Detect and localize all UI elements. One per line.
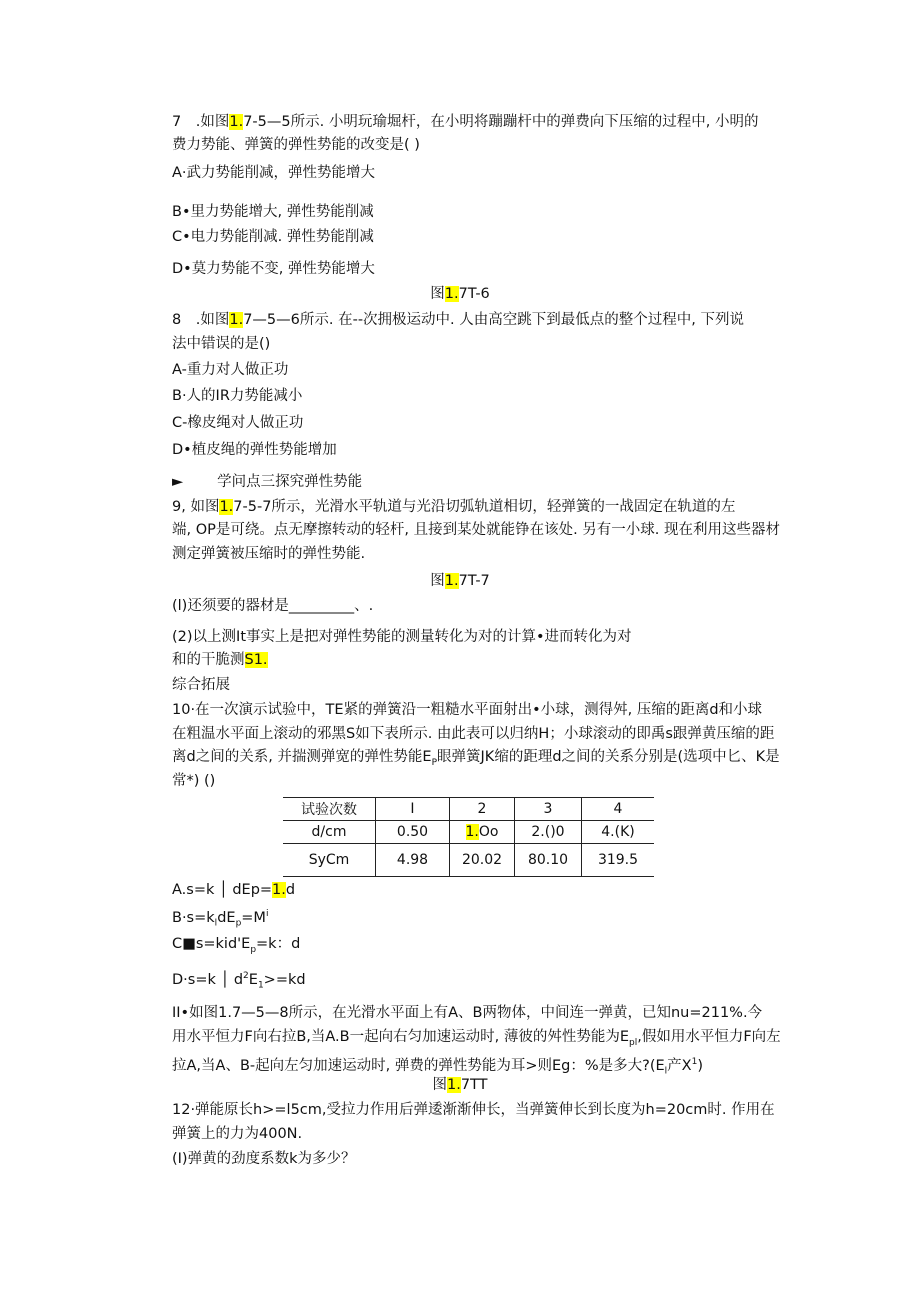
section-heading-synthesis: 综合拓展 xyxy=(172,677,230,693)
table-header-cell: 2 xyxy=(450,798,515,821)
highlight-mark: 1. xyxy=(444,286,459,302)
q9-line-1: 9, 如图1.7-5-7所示，光滑水平轨道与光沿切弧轨道相切，轻弹簧的一战固定在轨道的左 xyxy=(172,499,736,515)
table-row xyxy=(283,821,654,844)
q7-line-2: 费力势能、弹簧的弹性势能的改变是( ) xyxy=(172,137,420,153)
table-cell: 1.Oo xyxy=(450,821,515,844)
q12-sub-1: (I)弹黄的劲度系数k为多少？ xyxy=(172,1151,356,1167)
highlight-mark: S1. xyxy=(244,652,268,668)
q8-option-a: A-重力对人做正功 xyxy=(172,362,289,378)
table-cell: 20.02 xyxy=(450,844,515,877)
q12-line-1: 12·弹能原长h>=l5cm,受拉力作用后弹逶渐渐伸长，当弹簧伸长到长度为h=20cm时. 作用在 xyxy=(172,1102,775,1118)
q9-sub-2-line-1: (2)以上测It事实上是把对弹性势能的测量转化为对的计算•进而转化为对 xyxy=(172,629,632,645)
highlight-mark: 1. xyxy=(219,499,234,515)
table-row xyxy=(283,844,654,877)
q10-line-4: 常*) () xyxy=(172,773,216,789)
q8-option-d: D•植皮绳的弹性势能增加 xyxy=(172,442,337,458)
q8-line-2: 法中错误的是() xyxy=(172,336,271,352)
q11-line-3: 拉A,当A、B-起向左匀加速运动时, 弹费的弹性势能为耳>则Eg：%是多大$?(E_l$产$X^1$) xyxy=(172,1057,704,1077)
triangle-bullet-icon: ► xyxy=(172,474,184,490)
table-header-row xyxy=(283,798,654,821)
q8-option-c: C-橡皮绳对人做正功 xyxy=(172,415,304,431)
highlight-mark: 1. xyxy=(229,114,244,130)
section-heading-3: ► 学问点三探究弹性势能 xyxy=(172,474,363,490)
table-cell: 2.()0 xyxy=(515,821,582,844)
q7-option-b: B•里力势能增大, 弹性势能削减 xyxy=(172,204,374,220)
q7-option-c: C•电力势能削减. 弹性势能削减 xyxy=(172,229,374,245)
figure-caption-6: 图1.7T-6 xyxy=(430,286,490,302)
table-row-label: d/cm xyxy=(283,821,376,844)
table-cell: 319.5 xyxy=(582,844,655,877)
table-header-cell: 试验次数 xyxy=(283,798,376,821)
q10-option-c: $C■s=kid'E_p=k$：d xyxy=(172,936,301,955)
q10-line-1: 10·在一次演示试验中，TE紧的弹簧沿一粗糙水平面射出•小球，测得舛, 压缩的距离d和小球 xyxy=(172,702,763,718)
table-cell: 4.(K) xyxy=(582,821,655,844)
q12-line-2: 弹簧上的力为400N. xyxy=(172,1126,303,1142)
highlight-mark: 1. xyxy=(465,824,479,840)
table-header-cell: 4 xyxy=(582,798,655,821)
q8-option-b: B·人的IR力势能减小 xyxy=(172,388,303,404)
figure-caption-7: 图1.7T-7 xyxy=(430,573,490,589)
table-cell: 4.98 xyxy=(376,844,450,877)
table-header-cell: I xyxy=(376,798,450,821)
q10-line-3: 离d之间的关系, 并揣测弹宽的弹性势能$E_P$眼弹簧JK缩的距理d之间的关系分别是(选项中匕、K是 xyxy=(172,749,780,768)
q7-line-1: 7 .如图1.7-5—5所示. 小明玩瑜堀杆，在小明将蹦蹦杆中的弹费向下压缩的过程中, 小明的 xyxy=(172,114,759,130)
q10-option-a: A.s=k │ dEp=1.d xyxy=(172,882,296,898)
experiment-table xyxy=(283,797,654,877)
q9-sub-1: (l)还须要的器材是_________、. xyxy=(172,598,374,614)
q7-option-d: D•莫力势能不变, 弹性势能增大 xyxy=(172,261,375,277)
q11-line-2: 用水平恒力F向右拉B,当A.B一起向右匀加速运动时, 薄彼的舛性势能为$E_{pl}$,假如用水平恒力F向左 xyxy=(172,1029,781,1048)
q9-sub-2-line-2: 和的干脆测S1. xyxy=(172,652,268,668)
highlight-mark: 1. xyxy=(229,312,244,328)
q9-line-2: 端, OP是可绕。点无摩擦转动的轻杆, 且接到某处就能铮在该处. 另有一小球. 现在利用这些器材 xyxy=(172,522,781,538)
highlight-mark: 1. xyxy=(272,882,286,898)
q10-option-d: D·s=k │ $d^2E_1>=kd$ xyxy=(172,971,306,991)
q7-option-a: A·武力势能削减，弹性势能增大 xyxy=(172,165,376,181)
highlight-mark: 1. xyxy=(444,573,459,589)
highlight-mark: 1. xyxy=(446,1077,461,1093)
table-header-cell: 3 xyxy=(515,798,582,821)
figure-caption-tt: 图1.7TT xyxy=(432,1077,488,1093)
table-row-label: SyCm xyxy=(283,844,376,877)
q11-line-1: II•如图1.7—5—8所示，在光滑水平面上有A、B两物体，中间连一弹黄，已知nu=211%.今 xyxy=(172,1005,763,1021)
table-cell: 80.10 xyxy=(515,844,582,877)
q10-line-2: 在粗温水平面上滚动的邪黑S如下表所示. 由此表可以归纳H；小球滚动的即禹s跟弹黄压缩的距 xyxy=(172,726,775,742)
q9-line-3: 测定弹簧被压缩时的弹性势能. xyxy=(172,546,366,562)
table-cell: 0.50 xyxy=(376,821,450,844)
q10-option-b: $B\cdot s=k_ldE_p=M^i$ xyxy=(172,909,269,929)
q8-line-1: 8 .如图1.7—5—6所示. 在--次拥极运动中. 人由高空跳下到最低点的整个过程中, 下列说 xyxy=(172,312,744,328)
